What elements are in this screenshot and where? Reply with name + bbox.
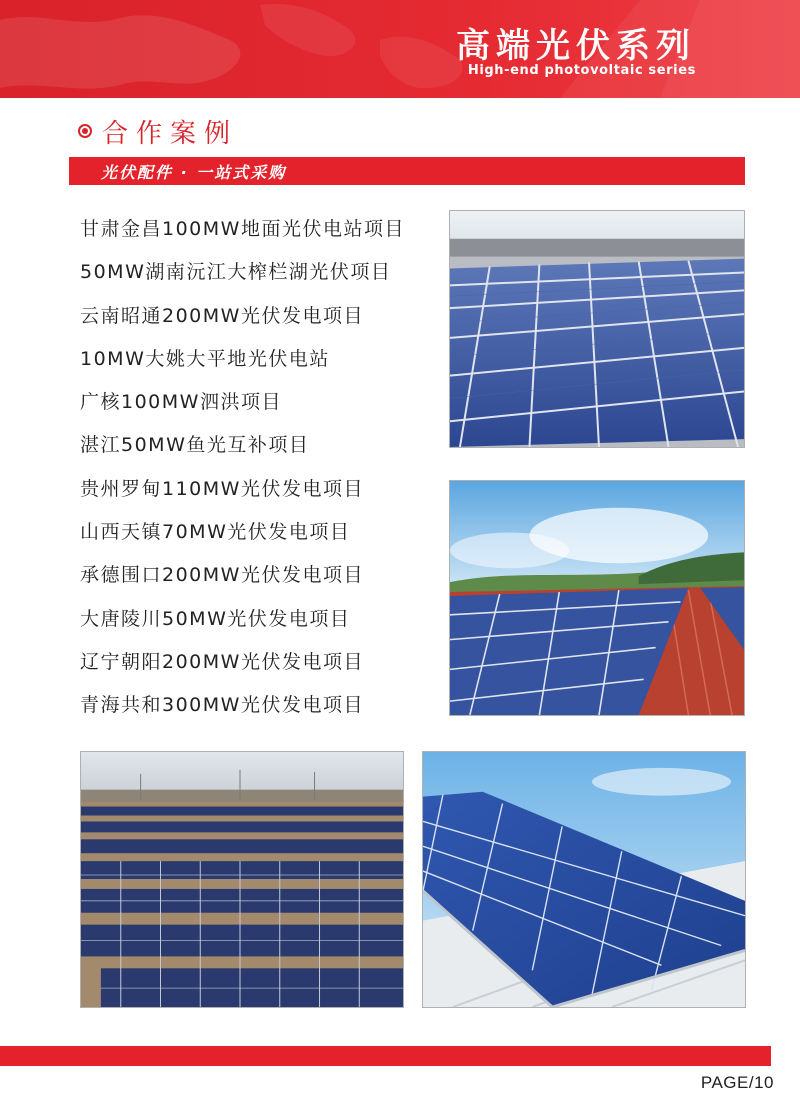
circle-bullet-icon — [78, 124, 92, 138]
list-item: 广核100MW泗洪项目 — [80, 391, 282, 414]
list-item: 大唐陵川50MW光伏发电项目 — [80, 607, 351, 630]
list-item: 湛江50MW鱼光互补项目 — [80, 434, 310, 457]
list-item: 甘肃金昌100MW地面光伏电站项目 — [80, 218, 405, 240]
list-item: 青海共和300MW光伏发电项目 — [80, 694, 364, 717]
section-heading — [78, 114, 238, 148]
ground-solar-farm-photo — [80, 751, 404, 1008]
page-number: PAGE/10 — [700, 1073, 774, 1092]
list-item: 辽宁朝阳200MW光伏发电项目 — [80, 650, 364, 673]
list-item: 10MW大姚大平地光伏电站 — [80, 347, 330, 370]
section-banner-text: 光伏配件 · 一站式采购 — [101, 163, 287, 182]
header-subtitle: High-end photovoltaic series — [467, 63, 696, 78]
header-title: 高端光伏系列 — [456, 26, 696, 66]
list-item: 承德围口200MW光伏发电项目 — [80, 564, 364, 587]
red-roof-solar-array-photo — [449, 480, 745, 716]
page-header — [0, 0, 800, 98]
list-item: 贵州罗甸110MW光伏发电项目 — [80, 477, 364, 500]
section-banner — [69, 157, 745, 185]
rooftop-solar-array-photo — [449, 210, 745, 448]
footer-bar — [0, 1046, 771, 1066]
list-item: 山西天镇70MW光伏发电项目 — [80, 521, 351, 544]
list-item: 云南昭通200MW光伏发电项目 — [80, 304, 364, 327]
project-list — [80, 210, 442, 730]
section-title: 合作案例 — [102, 118, 239, 149]
tilted-solar-panels-photo — [422, 751, 746, 1008]
list-item: 50MW湖南沅江大榨栏湖光伏项目 — [80, 261, 392, 284]
